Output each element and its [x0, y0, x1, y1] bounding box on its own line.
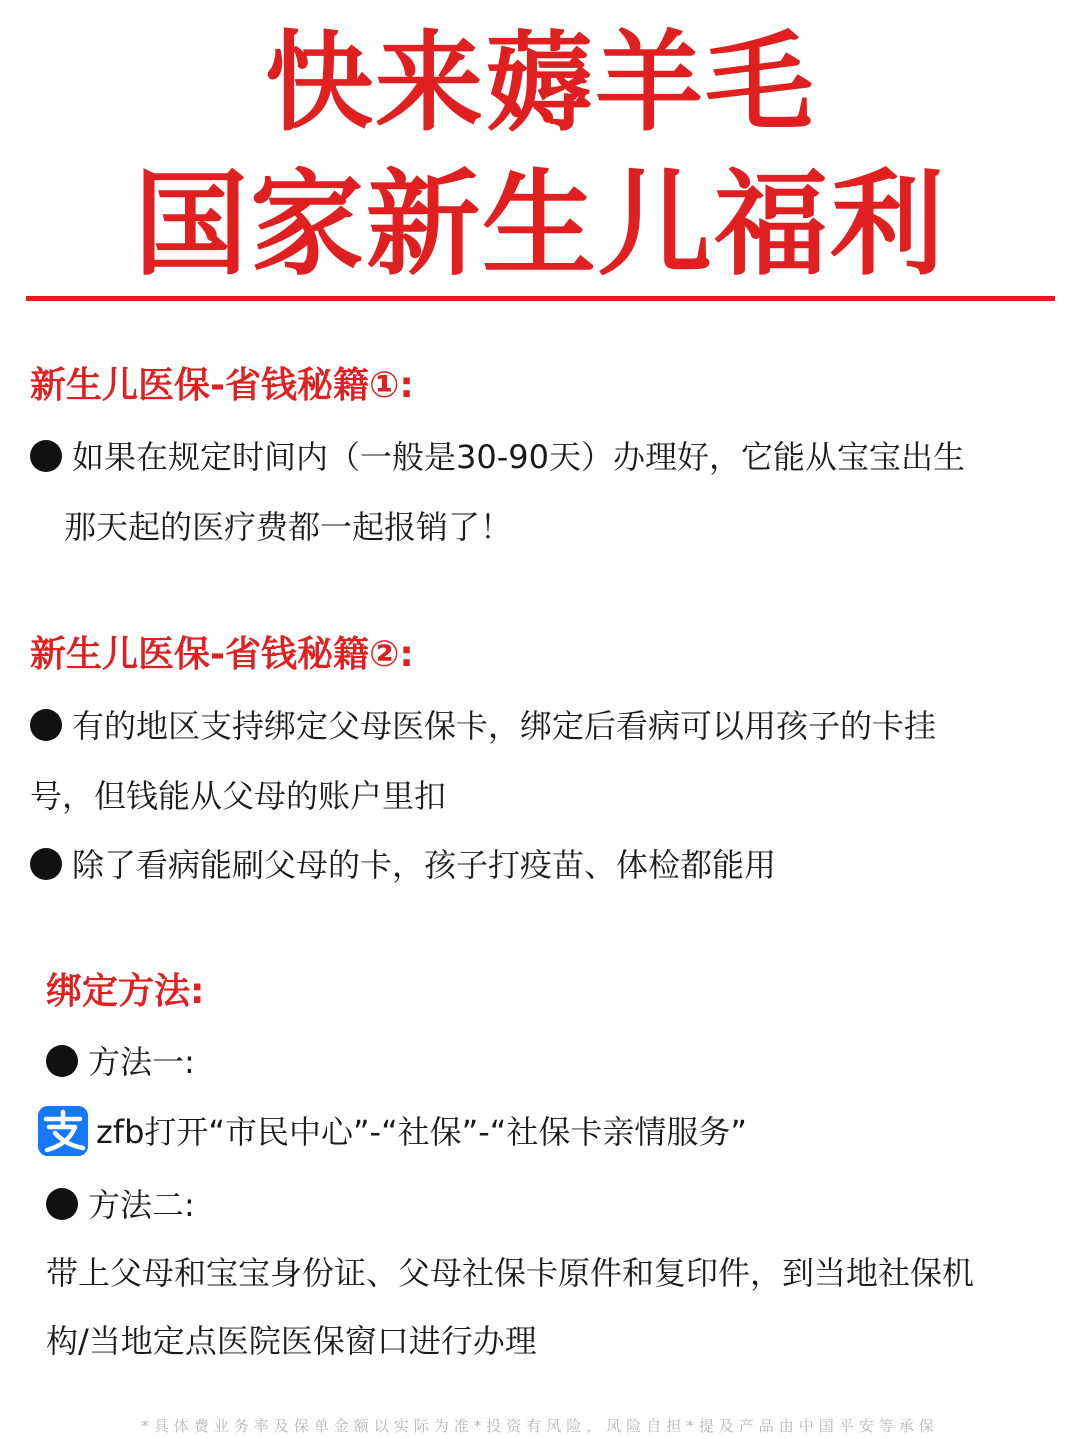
section1-line1-text: 如果在规定时间内（一般是30-90天）办理好，它能从宝宝出生	[72, 438, 965, 476]
page-title-line2: 国家新生儿福利	[133, 158, 946, 291]
section1-bullet-line1	[30, 438, 965, 476]
method1-label: 方法一:	[88, 1043, 195, 1081]
bullet-icon	[30, 709, 62, 741]
alipay-icon	[38, 1106, 88, 1156]
title-divider	[26, 296, 1055, 301]
method2-label-row	[46, 1186, 195, 1224]
section3-heading: 绑定方法:	[46, 971, 205, 1012]
method2-line1: 带上父母和宝宝身份证、父母社保卡原件和复印件，到当地社保机	[46, 1254, 975, 1292]
bullet-icon	[46, 1045, 78, 1077]
section1-heading: 新生儿医保-省钱秘籍①:	[30, 365, 414, 406]
section2-line2: 号，但钱能从父母的账户里扣	[30, 777, 447, 815]
footer-disclaimer: *具体费业务率及保单金额以实际为准*投资有风险，风险自担*提及产品由中国平安等承保	[141, 1417, 939, 1435]
section2-bullet-line3	[30, 846, 777, 884]
bullet-icon	[46, 1188, 78, 1220]
section2-line3-text: 除了看病能刷父母的卡，孩子打疫苗、体检都能用	[72, 846, 777, 884]
section2-line1-text: 有的地区支持绑定父母医保卡，绑定后看病可以用孩子的卡挂	[72, 707, 937, 745]
section2-bullet-line1	[30, 707, 937, 745]
bullet-icon	[30, 848, 62, 880]
bullet-icon	[30, 440, 62, 472]
method1-text: zfb打开“市民中心”-“社保”-“社保卡亲情服务”	[96, 1113, 747, 1151]
method1-label-row	[46, 1043, 195, 1081]
method2-line2: 构/当地定点医院医保窗口进行办理	[46, 1322, 537, 1360]
section2-heading: 新生儿医保-省钱秘籍②:	[30, 634, 414, 675]
page-title-line1: 快来薅羊毛	[264, 21, 815, 146]
section1-line2: 那天起的医疗费都一起报销了！	[64, 508, 513, 546]
method2-label: 方法二:	[88, 1186, 195, 1224]
